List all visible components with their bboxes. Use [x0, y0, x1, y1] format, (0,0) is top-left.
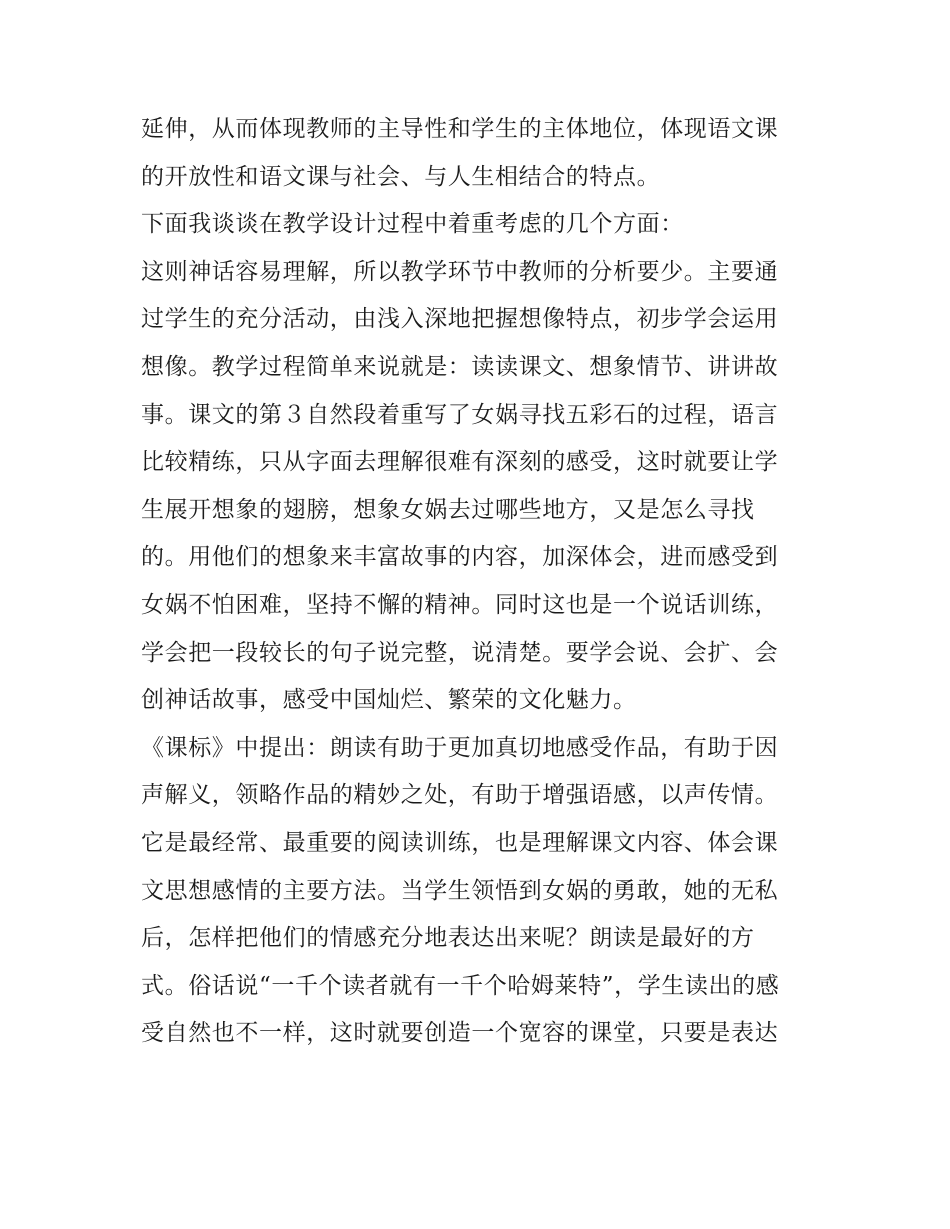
text-line: 受自然也不一样，这时就要创造一个宽容的课堂，只要是表达	[141, 1020, 779, 1047]
body-text	[141, 106, 821, 1058]
text-line: 想像。教学过程简单来说就是：读读课文、想象情节、讲讲故	[141, 353, 779, 380]
text-line: 式。俗话说“一千个读者就有一千个哈姆莱特”，学生读出的感	[141, 972, 780, 999]
text-line: 的。用他们的想象来丰富故事的内容，加深体会，进而感受到	[141, 544, 779, 571]
text-line: 的开放性和语文课与社会、与人生相结合的特点。	[141, 163, 661, 190]
text-line: 下面我谈谈在教学设计过程中着重考虑的几个方面：	[141, 211, 684, 238]
text-line: 女娲不怕困难，坚持不懈的精神。同时这也是一个说话训练，	[141, 591, 779, 618]
text-line: 声解义，领略作品的精妙之处，有助于增强语感，以声传情。	[141, 782, 779, 809]
text-line: 创神话故事，感受中国灿烂、繁荣的文化魅力。	[141, 687, 637, 714]
text-line: 过学生的充分活动，由浅入深地把握想像特点，初步学会运用	[141, 306, 779, 333]
text-line: 生展开想象的翅膀，想象女娲去过哪些地方，又是怎么寻找	[141, 496, 755, 523]
text-line: 学会把一段较长的句子说完整，说清楚。要学会说、会扩、会	[141, 639, 779, 666]
text-line: 《课标》中提出：朗读有助于更加真切地感受作品，有助于因	[141, 734, 779, 761]
text-line: 文思想感情的主要方法。当学生领悟到女娲的勇敢，她的无私	[141, 877, 779, 904]
text-line: 延伸，从而体现教师的主导性和学生的主体地位，体现语文课	[141, 116, 779, 142]
text-line: 它是最经常、最重要的阅读训练，也是理解课文内容、体会课	[141, 829, 779, 856]
text-line: 比较精练，只从字面去理解很难有深刻的感受，这时就要让学	[141, 449, 779, 476]
text-line: 后，怎样把他们的情感充分地表达出来呢？朗读是最好的方	[141, 925, 755, 952]
text-line: 这则神话容易理解，所以教学环节中教师的分析要少。主要通	[141, 258, 779, 285]
text-line: 事。课文的第３自然段着重写了女娲寻找五彩石的过程，语言	[141, 401, 779, 428]
